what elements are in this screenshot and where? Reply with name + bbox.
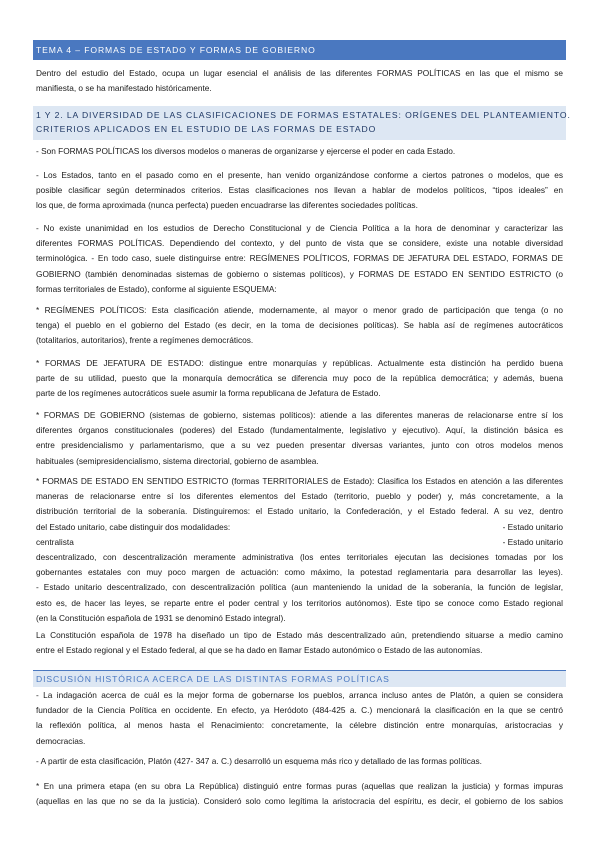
section-heading-line: CRITERIOS APLICADOS EN EL ESTUDIO DE LAS FORMAS DE ESTADO [36, 124, 377, 134]
text-line: tenga) el pueblo en el gobierno del Estado (es decir, en la toma de decisiones políticas). Se habla así de regímenes autocráticos [36, 320, 563, 331]
text-line: entre el Estado regional y el Estado federal, al que se ha dado en llamar Estado autonómico o Estado de las autonomías. [36, 645, 483, 656]
paragraph-formas-politicas [36, 144, 563, 159]
chapter-title: TEMA 4 – FORMAS DE ESTADO Y FORMAS DE GOBIERNO [36, 45, 316, 55]
text-line [36, 535, 563, 550]
text-line: - La indagación acerca de cuál es la mejor forma de gobernarse los pueblos, arranca incluso antes de Platón, a quien se considera [36, 690, 563, 700]
paragraph-formas-estado-estricto [36, 474, 563, 626]
chapter-title-bar [33, 40, 566, 60]
text-line-right: - Estado unitario [502, 536, 563, 547]
section-heading-2 [33, 670, 566, 687]
text-line: * FORMAS DE GOBIERNO (sistemas de gobierno, sistemas políticos): atiende a las diferentes maneras de relacionarse entre sí los [36, 410, 563, 420]
text-line: parte de su utilidad, puesto que la monarquía democrática se diferencia muy poco de la república democrática; y además, buena [36, 373, 563, 384]
paragraph-no-unanimidad [36, 221, 563, 297]
text-line: diferentes órganos constitucionales (poderes) del Estado (fundamentalmente, legislativo y ejecutivo). Aquí, la distinción básica es [36, 425, 563, 436]
section-heading-line: DISCUSIÓN HISTÓRICA ACERCA DE LAS DISTINTAS FORMAS POLÍTICAS [36, 674, 390, 684]
paragraph-platon [36, 754, 563, 769]
text-line: habituales (semipresidencialismo, sistema directorial, gobierno de asamblea. [36, 455, 319, 466]
text-line: formas territoriales de Estado), conforme al siguiente ESQUEMA: [36, 283, 277, 294]
text-line: los que, de forma aproximada (nunca perfecta) pueden encuadrarse las diferentes sociedades políticas. [36, 200, 418, 211]
text-line-right: - Estado unitario [502, 521, 563, 532]
text-line: diferentes FORMAS POLÍTICAS. Dependiendo del contexto, y del punto de vista que se considere, existe una notable diversidad [36, 238, 563, 249]
paragraph-primera-etapa [36, 779, 563, 809]
paragraph-estados-modelos [36, 168, 563, 214]
paragraph-formas-gobierno [36, 408, 563, 469]
text-line: democracias. [36, 735, 86, 746]
text-line: - A partir de esta clasificación, Platón (427- 347 a. C.) desarrolló un esquema más rico y detallado de las formas políticas. [36, 756, 482, 766]
paragraph-regimenes-politicos [36, 303, 563, 349]
section-heading-line: 1 Y 2. LA DIVERSIDAD DE LAS CLASIFICACIONES DE FORMAS ESTATALES: ORÍGENES DEL PLANTEAMIENTO. [36, 110, 571, 120]
text-line: (en la Constitución española de 1931 se denominó Estado integral). [36, 612, 286, 623]
text-line: - Son FORMAS POLÍTICAS los diversos modelos o maneras de organizarse y ejercerse el poder en cada Estado. [36, 146, 456, 156]
text-line: entre presidencialismo y parlamentarismo, que a su vez pueden presentar diversas variantes, junto con otros modelos menos [36, 440, 563, 451]
text-line: maneras de relacionarse entre sí los diferentes elementos del Estado (territorio, pueblo y poder) y, más concretamente, a la [36, 491, 563, 502]
text-line-left: del Estado unitario, cabe distinguir dos modalidades: [36, 521, 231, 532]
text-line: La Constitución española de 1978 ha diseñado un tipo de Estado más descentralizado aún, pretendiendo situarse a medio camino [36, 630, 563, 640]
text-line: parte de los regímenes autocráticos suele asumir la forma republicana de Jefatura de Estado. [36, 388, 381, 399]
intro-paragraph [36, 66, 563, 96]
text-line: manifiesta, o se ha manifestado históricamente. [36, 83, 212, 94]
text-line: la reflexión política, al menos hasta el Renacimiento: concretamente, la célebre distinción entre monarquías, aristocracias y [36, 720, 563, 731]
paragraph-indagacion [36, 688, 563, 749]
text-line: - No existe unanimidad en los estudios de Derecho Constitucional y de Ciencia Política a la hora de denominar y caracterizar las [36, 223, 563, 233]
text-line [36, 520, 563, 535]
text-line: - Los Estados, tanto en el pasado como en el presente, han venido organizándose conforme a ciertos patrones o modelos, que es [36, 170, 563, 180]
text-line: gobernantes estatales con muy poco margen de actuación: como máximo, la potestad reglamentaria para desarrollar las leyes). [36, 567, 563, 578]
text-line: posible clasificar según determinados criterios. Estas clasificaciones nos llevan a hablar de modelos políticos, “tipos ideales” en [36, 185, 563, 196]
text-line: * En una primera etapa (en su obra La República) distinguió entre formas puras (aquellas que realizan la justicia) y formas impuras [36, 781, 563, 791]
text-line: descentralizado, con descentralización meramente administrativa (los entes territoriales ejecutan las decisiones tomadas por los [36, 552, 563, 563]
text-line: * FORMAS DE JEFATURA DE ESTADO: distingue entre monarquías y repúblicas. Actualmente esta distinción ha perdido buena [36, 358, 563, 368]
text-line: esto es, de hacer las leyes, se reparte entre el poder central y los territorios autónomos). Este tipo se conoce como Estado regional [36, 597, 563, 608]
text-line: Dentro del estudio del Estado, ocupa un lugar esencial el análisis de las diferentes FORMAS POLÍTICAS en las que el mismo se [36, 68, 563, 78]
paragraph-jefatura-estado [36, 356, 563, 402]
section-heading-1 [33, 106, 571, 140]
text-line: fundador de la Ciencia Política en occidente. En efecto, ya Heródoto (484-425 a. C.) mencionará la clasificación en la que se centró [36, 705, 563, 716]
text-line: - Estado unitario descentralizado, con descentralización política (aun manteniendo la unidad de la soberanía, la función de legislar, [36, 582, 563, 593]
text-line: * FORMAS DE ESTADO EN SENTIDO ESTRICTO (formas TERRITORIALES de Estado): Clasifica los Estados en atención a las diferentes [36, 476, 563, 486]
paragraph-constitucion-1978 [36, 628, 563, 658]
text-line: (aquellas en las que no se da la justicia). Consideró solo como legítima la aristocracia del espíritu, es decir, el gobierno de los sabios [36, 796, 563, 807]
text-line: terminológica. - En todo caso, suele distinguirse entre: REGÍMENES POLÍTICOS, FORMAS DE JEFATURA DEL ESTADO, FORMAS DE [36, 253, 563, 264]
text-line: distribución territorial de la soberanía. Distinguiremos: el Estado unitario, la Confederación, y el Estado federal. A su vez, dentro [36, 506, 563, 517]
text-line: GOBIERNO (también denominadas sistemas de gobierno o sistemas políticos), y FORMAS DE ESTADO EN SENTIDO ESTRICTO (o [36, 268, 563, 279]
text-line: (totalitarios, autoritarios), frente a regímenes democráticos. [36, 335, 254, 346]
text-line-left: centralista [36, 536, 74, 547]
text-line: * REGÍMENES POLÍTICOS: Esta clasificación atiende, modernamente, al mayor o menor grado de participación que tenga (o no [36, 305, 563, 315]
